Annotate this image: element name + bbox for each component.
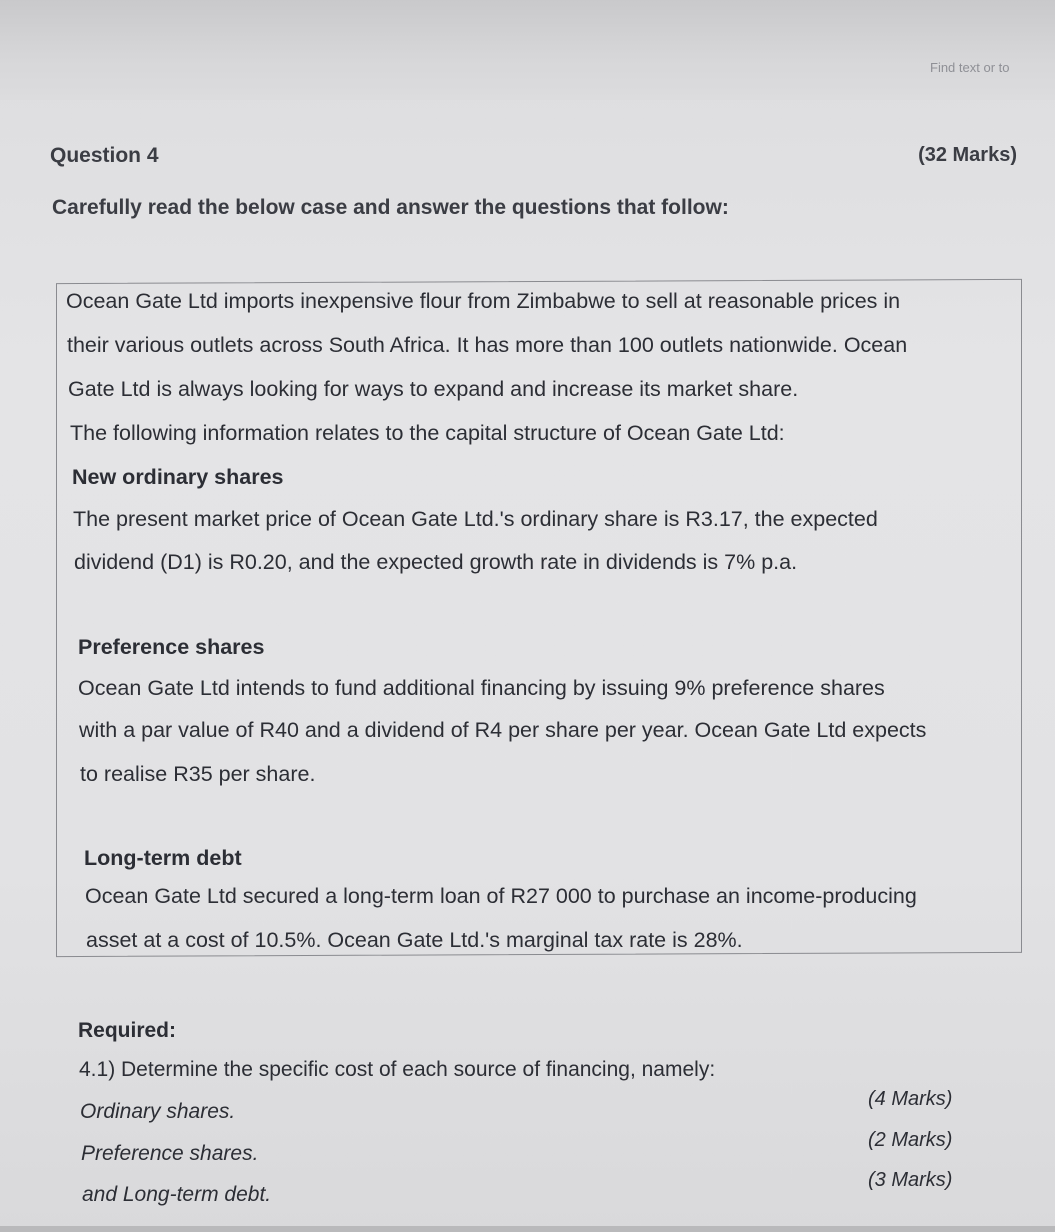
preference-shares-line: Ocean Gate Ltd intends to fund additional financing by issuing 9% preference shares bbox=[78, 676, 885, 700]
ordinary-shares-line: The present market price of Ocean Gate Ltd.'s ordinary share is R3.17, the expected bbox=[73, 507, 878, 531]
preference-shares-heading: Preference shares bbox=[78, 635, 265, 659]
required-item-marks: (3 Marks) bbox=[868, 1169, 953, 1191]
ordinary-shares-heading: New ordinary shares bbox=[72, 465, 284, 489]
question-title: Question 4 bbox=[50, 144, 159, 167]
question-total-marks: (32 Marks) bbox=[918, 144, 1017, 166]
case-intro-line: their various outlets across South Africa. It has more than 100 outlets nationwide. Ocean bbox=[67, 333, 908, 357]
long-term-debt-heading: Long-term debt bbox=[84, 846, 242, 870]
preference-shares-line: to realise R35 per share. bbox=[80, 762, 316, 786]
preference-shares-line: with a par value of R40 and a dividend of R4 per share per year. Ocean Gate Ltd expects bbox=[79, 718, 927, 742]
required-item-label: Ordinary shares. bbox=[80, 1100, 236, 1123]
required-heading: Required: bbox=[78, 1019, 177, 1042]
required-item-marks: (2 Marks) bbox=[868, 1129, 953, 1151]
required-item-label: and Long-term debt. bbox=[82, 1183, 272, 1206]
find-text-input[interactable]: Find text or to bbox=[930, 60, 1010, 75]
ordinary-shares-line: dividend (D1) is R0.20, and the expected growth rate in dividends is 7% p.a. bbox=[74, 550, 798, 574]
required-item-label: Preference shares. bbox=[81, 1142, 259, 1165]
case-intro-line: Ocean Gate Ltd imports inexpensive flour from Zimbabwe to sell at reasonable prices in bbox=[66, 289, 901, 313]
long-term-debt-line: Ocean Gate Ltd secured a long-term loan of R27 000 to purchase an income-producing bbox=[85, 884, 917, 908]
case-intro-line: The following information relates to the capital structure of Ocean Gate Ltd: bbox=[70, 421, 785, 445]
screen-bottom-edge bbox=[0, 1226, 1055, 1232]
viewer-toolbar-area bbox=[0, 0, 1055, 100]
case-intro-line: Gate Ltd is always looking for ways to expand and increase its market share. bbox=[68, 377, 799, 401]
required-task: 4.1) Determine the specific cost of each source of financing, namely: bbox=[79, 1058, 716, 1081]
long-term-debt-line: asset at a cost of 10.5%. Ocean Gate Ltd.'s marginal tax rate is 28%. bbox=[86, 928, 743, 952]
required-item-marks: (4 Marks) bbox=[868, 1088, 953, 1110]
question-instruction: Carefully read the below case and answer the questions that follow: bbox=[52, 196, 729, 219]
